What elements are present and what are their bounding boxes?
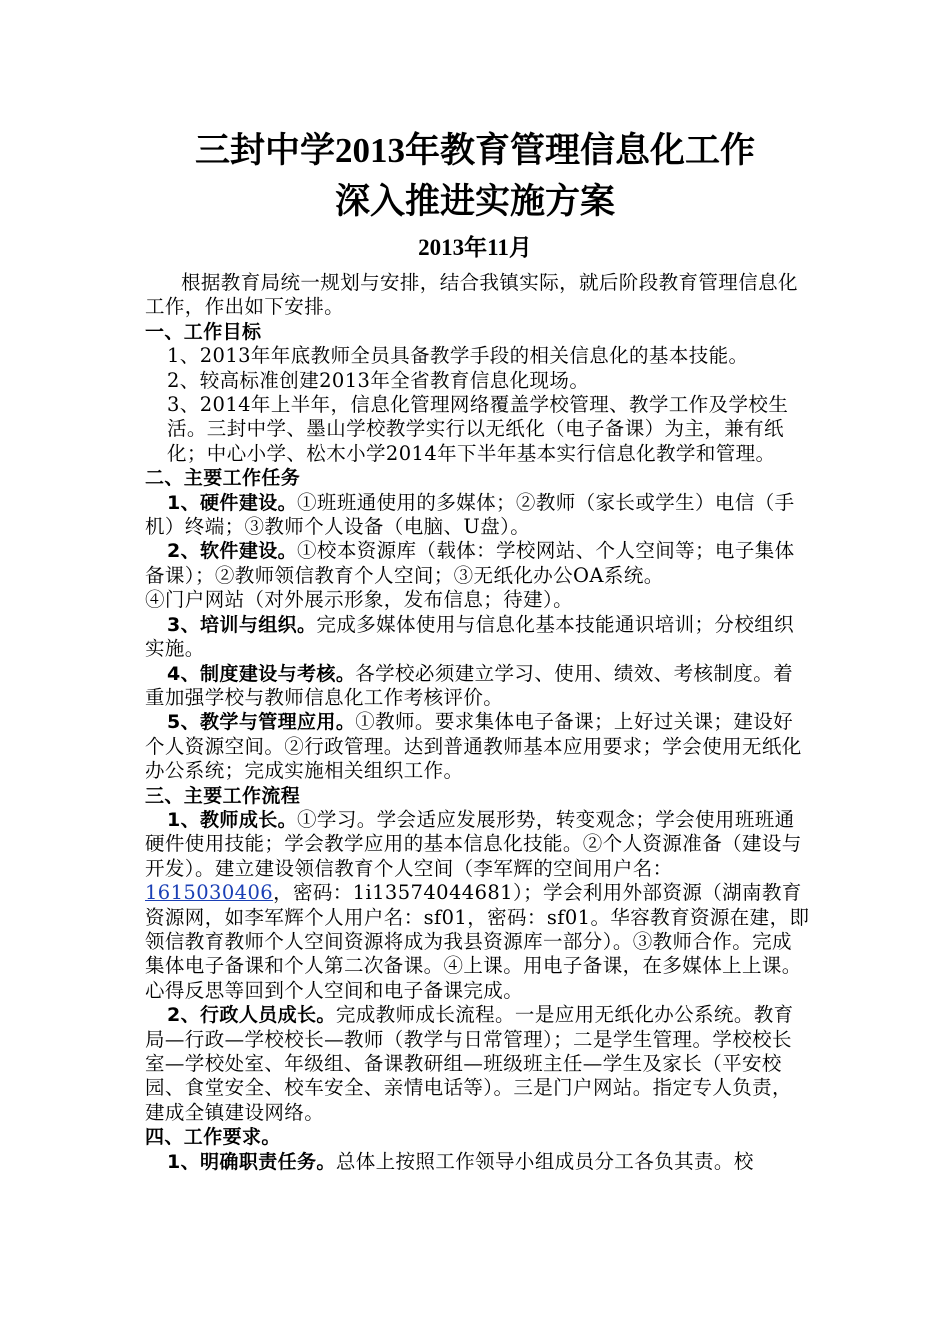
task-paragraph-5: [145, 710, 811, 783]
task-paragraph-2: [145, 539, 811, 588]
task-4-text: 各学校必须建立学习、使用、绩效、考核制度。着重加强学校与教师信息化工作考核评价。: [145, 661, 794, 709]
task-1-text: ①班班通使用的多媒体；②教师（家长或学生）电信（手机）终端；③教师个人设备（电脑、U盘）。: [145, 490, 795, 539]
requirement-1-label: 1、明确职责任务。: [167, 1150, 336, 1173]
workflow-paragraph-1: [145, 808, 811, 1003]
task-2-label: 2、软件建设。: [167, 540, 298, 563]
goal-item-2: 2、较高标准创建2013年全省教育信息化现场。: [167, 368, 590, 392]
intro-paragraph: 根据教育局统一规划与安排，结合我镇实际，就后阶段教育管理信息化工作，作出如下安排。: [145, 271, 798, 319]
goal-item-3: 3、2014年上半年，信息化管理网络覆盖学校管理、教学工作及学校生活。三封中学、墨山学校教学实行以无纸化（电子备课）为主，兼有纸化；中心小学、松木小学2014年下半年基本实行信息化教学和管理。: [167, 393, 789, 465]
task-5-label: 5、教学与管理应用。: [167, 711, 356, 734]
goal-item-1: 1、2013年年底教师全员具备教学手段的相关信息化的基本技能。: [167, 344, 749, 368]
username-link[interactable]: 1615030406: [145, 881, 274, 905]
workflow-paragraph-2: [145, 1003, 811, 1125]
workflow-2-text: 完成教师成长流程。一是应用无纸化办公系统。教育局—行政—学校校长—教师（教学与日常管理）；二是学生管理。学校校长室—学校处室、年级组、备课教研组—班级班主任—学生及家长（平安校园、食堂安全、校车安全、亲情电话等）。三是门户网站。指定专人负责，建成全镇建设网络。: [145, 1003, 794, 1124]
section-heading-goals: 一、工作目标: [145, 320, 262, 343]
task-2-line3: ④门户网站（对外展示形象，发布信息；待建）。: [145, 588, 574, 612]
section-heading-workflow: 三、主要工作流程: [145, 784, 301, 807]
task-1-label: 1、硬件建设。: [167, 491, 298, 514]
document-title-line2: 深入推进实施方案: [334, 182, 615, 221]
workflow-1-text-b: ，密码：1i13574044681）；学会利用外部资源（湖南教育资源网，如李军辉个人用户名：sf01，密码：sf01。华容教育资源在建，即领信教育教师个人空间资源将成为我县资源库一部分）。③教师合作。完成集体电子备课和个人第二次备课。④上课。用电子备课，在多媒体上上课。心得反思等回到个人空间和电子备课完成。: [145, 881, 810, 1002]
task-4-label: 4、制度建设与考核。: [167, 662, 356, 685]
task-2-text: ①校本资源库（载体：学校网站、个人空间等；电子集体备课）；②教师领信教育个人空间；③无纸化办公OA系统。: [145, 539, 795, 587]
task-3-text: 完成多媒体使用与信息化基本技能通识培训；分校组织实施。: [145, 612, 795, 661]
task-paragraph-1: [145, 491, 811, 540]
requirement-1-text: 总体上按照工作领导小组成员分工各负其责。校: [335, 1149, 754, 1173]
document-date: 2013年11月: [418, 235, 532, 260]
workflow-2-label: 2、行政人员成长。: [167, 1004, 336, 1027]
document-body: [145, 271, 811, 1174]
task-paragraph-3: [145, 613, 811, 662]
workflow-1-label: 1、教师成长。: [167, 808, 298, 831]
section-heading-tasks: 二、主要工作任务: [145, 467, 301, 490]
section-heading-requirements: 四、工作要求。: [145, 1126, 281, 1149]
document-title-line1: 三封中学2013年教育管理信息化工作: [194, 131, 755, 170]
workflow-1-text-a: ①学习。学会适应发展形势，转变观念；学会使用班班通硬件使用技能；学会教学应用的基本信息化技能。②个人资源准备（建设与开发）。建立建设领信教育个人空间（李军辉的空间用户名：: [145, 807, 802, 880]
task-5-text: ①教师。要求集体电子备课；上好过关课；建设好个人资源空间。②行政管理。达到普通教师基本应用要求；学会使用无纸化办公系统；完成实施相关组织工作。: [145, 710, 802, 783]
task-3-label: 3、培训与组织。: [167, 613, 317, 636]
requirement-paragraph-1: [145, 1150, 811, 1174]
task-paragraph-4: [145, 662, 811, 711]
